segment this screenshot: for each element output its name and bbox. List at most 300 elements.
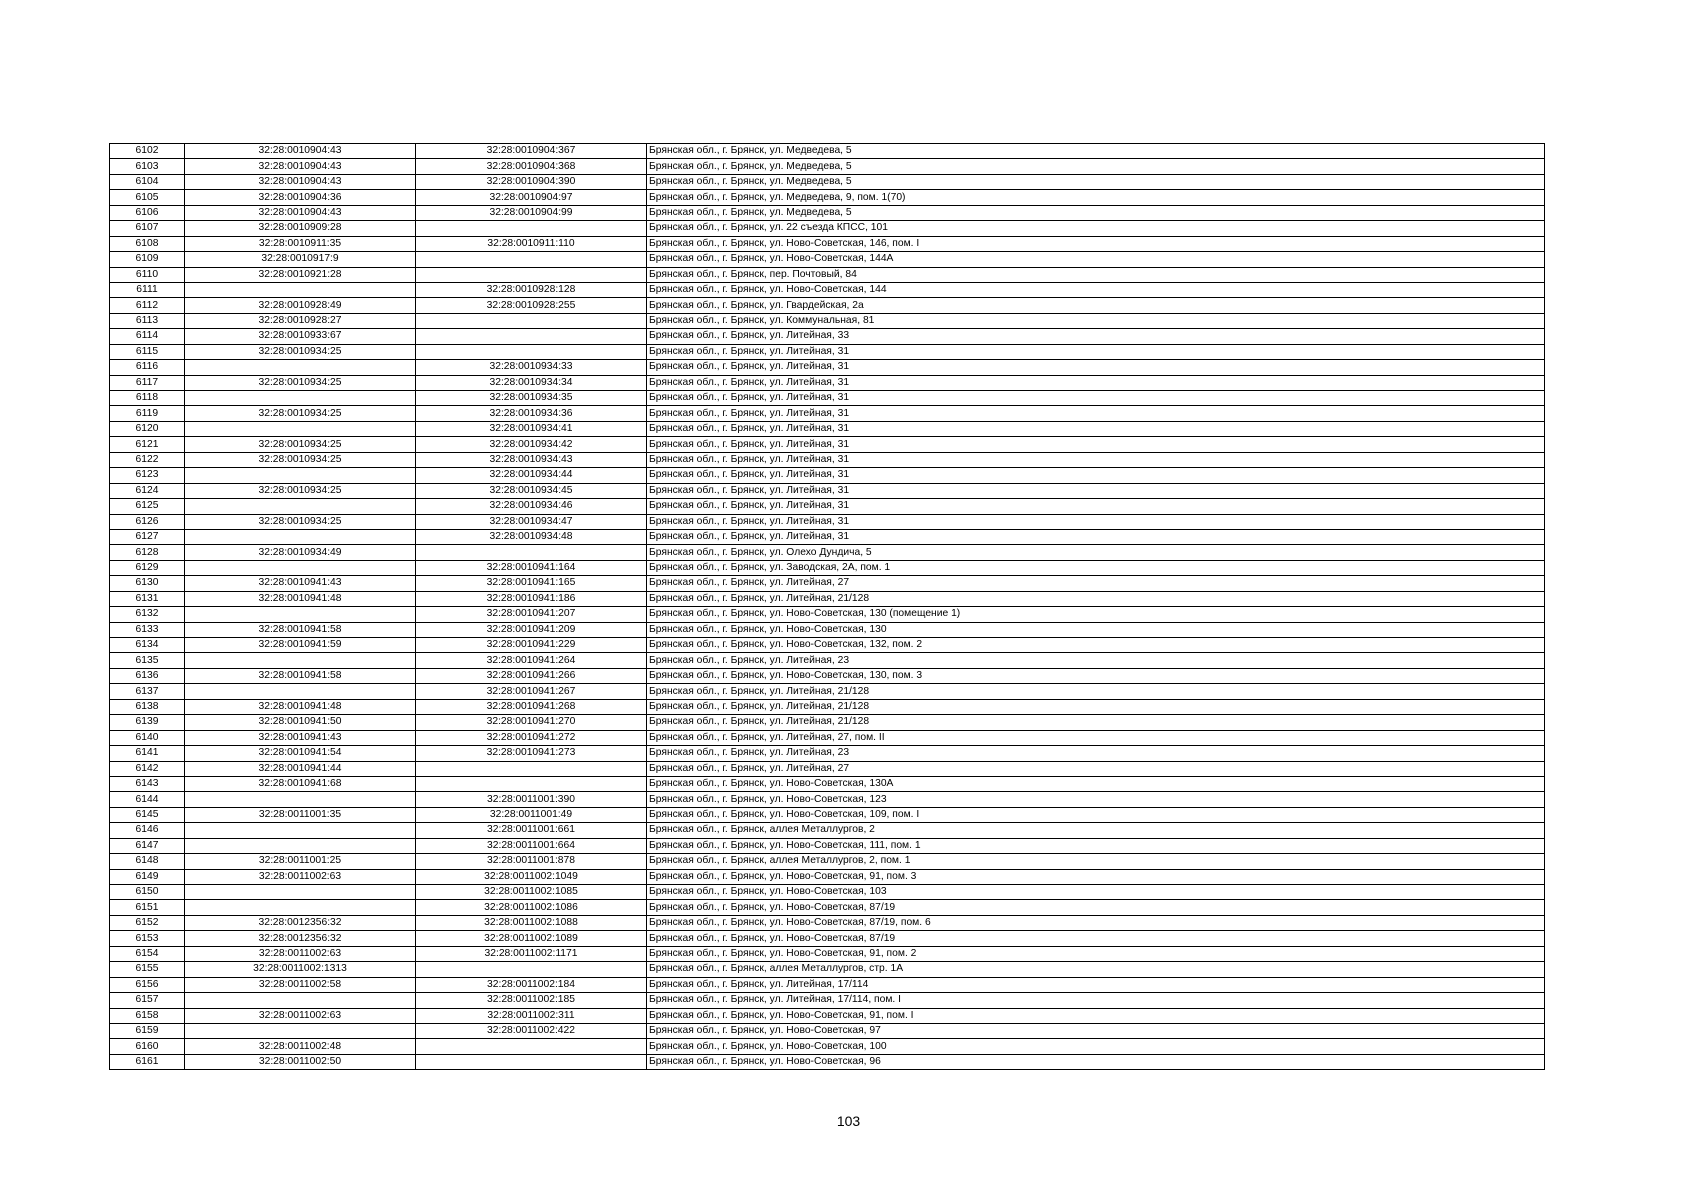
object-cadastral-cell: 32:28:0010934:42 [416,437,647,452]
parcel-cadastral-cell: 32:28:0010941:58 [185,622,416,637]
row-number-cell: 6151 [110,900,185,915]
object-cadastral-cell: 32:28:0011001:878 [416,854,647,869]
table-row [110,514,1545,529]
table-row [110,267,1545,282]
object-cadastral-cell: 32:28:0011002:1088 [416,915,647,930]
object-cadastral-cell: 32:28:0011001:49 [416,807,647,822]
address-cell: Брянская обл., г. Брянск, ул. Ново-Советская, 144А [647,252,1545,267]
parcel-cadastral-cell: 32:28:0010934:49 [185,545,416,560]
row-number-cell: 6103 [110,159,185,174]
address-cell: Брянская обл., г. Брянск, ул. Литейная, 31 [647,468,1545,483]
table-row [110,869,1545,884]
object-cadastral-cell [416,344,647,359]
object-cadastral-cell: 32:28:0010941:264 [416,653,647,668]
row-number-cell: 6152 [110,915,185,930]
object-cadastral-cell: 32:28:0010934:34 [416,375,647,390]
row-number-cell: 6161 [110,1054,185,1069]
row-number-cell: 6111 [110,282,185,297]
object-cadastral-cell: 32:28:0010941:229 [416,638,647,653]
parcel-cadastral-cell [185,391,416,406]
object-cadastral-cell: 32:28:0011001:390 [416,792,647,807]
table-row [110,607,1545,622]
object-cadastral-cell [416,252,647,267]
address-cell: Брянская обл., г. Брянск, ул. Литейная, 21/128 [647,591,1545,606]
row-number-cell: 6138 [110,699,185,714]
address-cell: Брянская обл., г. Брянск, ул. Заводская, 2А, пом. 1 [647,560,1545,575]
row-number-cell: 6156 [110,977,185,992]
table-row [110,144,1545,159]
row-number-cell: 6109 [110,252,185,267]
table-row [110,344,1545,359]
object-cadastral-cell: 32:28:0011002:1049 [416,869,647,884]
address-cell: Брянская обл., г. Брянск, ул. Литейная, 27 [647,576,1545,591]
row-number-cell: 6148 [110,854,185,869]
object-cadastral-cell: 32:28:0010928:128 [416,282,647,297]
row-number-cell: 6122 [110,452,185,467]
parcel-cadastral-cell: 32:28:0010904:43 [185,144,416,159]
address-cell: Брянская обл., г. Брянск, ул. Ново-Советская, 100 [647,1039,1545,1054]
table-row [110,807,1545,822]
table-row [110,622,1545,637]
parcel-cadastral-cell [185,1023,416,1038]
object-cadastral-cell: 32:28:0010941:272 [416,730,647,745]
table-row [110,977,1545,992]
address-cell: Брянская обл., г. Брянск, ул. Ново-Советская, 111, пом. 1 [647,838,1545,853]
object-cadastral-cell [416,313,647,328]
row-number-cell: 6114 [110,329,185,344]
address-cell: Брянская обл., г. Брянск, ул. Олехо Дундича, 5 [647,545,1545,560]
address-cell: Брянская обл., г. Брянск, ул. Ново-Советская, 91, пом. I [647,1008,1545,1023]
object-cadastral-cell: 32:28:0010934:35 [416,391,647,406]
row-number-cell: 6153 [110,931,185,946]
row-number-cell: 6129 [110,560,185,575]
parcel-cadastral-cell [185,360,416,375]
object-cadastral-cell: 32:28:0010904:368 [416,159,647,174]
table-row [110,545,1545,560]
parcel-cadastral-cell: 32:28:0010941:59 [185,638,416,653]
row-number-cell: 6133 [110,622,185,637]
table-row [110,298,1545,313]
object-cadastral-cell: 32:28:0010941:165 [416,576,647,591]
row-number-cell: 6139 [110,715,185,730]
address-cell: Брянская обл., г. Брянск, ул. Литейная, 31 [647,483,1545,498]
row-number-cell: 6135 [110,653,185,668]
address-cell: Брянская обл., г. Брянск, ул. Ново-Советская, 87/19, пом. 6 [647,915,1545,930]
table-row [110,329,1545,344]
row-number-cell: 6107 [110,221,185,236]
table-row [110,252,1545,267]
table-row [110,792,1545,807]
row-number-cell: 6150 [110,885,185,900]
table-row [110,190,1545,205]
parcel-cadastral-cell [185,499,416,514]
address-cell: Брянская обл., г. Брянск, ул. Медведева, 5 [647,159,1545,174]
object-cadastral-cell: 32:28:0010904:99 [416,205,647,220]
table-row [110,776,1545,791]
parcel-cadastral-cell [185,792,416,807]
object-cadastral-cell: 32:28:0010941:267 [416,684,647,699]
object-cadastral-cell: 32:28:0010934:48 [416,529,647,544]
table-row [110,915,1545,930]
row-number-cell: 6143 [110,776,185,791]
row-number-cell: 6134 [110,638,185,653]
address-cell: Брянская обл., г. Брянск, ул. Медведева, 5 [647,144,1545,159]
address-cell: Брянская обл., г. Брянск, ул. Медведева, 5 [647,174,1545,189]
address-cell: Брянская обл., г. Брянск, ул. Литейная, 21/128 [647,715,1545,730]
table-row [110,205,1545,220]
row-number-cell: 6121 [110,437,185,452]
parcel-cadastral-cell [185,900,416,915]
row-number-cell: 6141 [110,746,185,761]
object-cadastral-cell: 32:28:0010904:367 [416,144,647,159]
row-number-cell: 6123 [110,468,185,483]
object-cadastral-cell: 32:28:0010911:110 [416,236,647,251]
page-number: 103 [836,1113,861,1129]
row-number-cell: 6128 [110,545,185,560]
table-row [110,838,1545,853]
cadastral-table [109,143,1545,1070]
table-row [110,499,1545,514]
object-cadastral-cell: 32:28:0010941:273 [416,746,647,761]
object-cadastral-cell: 32:28:0011001:664 [416,838,647,853]
row-number-cell: 6131 [110,591,185,606]
object-cadastral-cell [416,545,647,560]
object-cadastral-cell: 32:28:0010941:207 [416,607,647,622]
object-cadastral-cell: 32:28:0010934:41 [416,421,647,436]
address-cell: Брянская обл., г. Брянск, ул. Ново-Советская, 103 [647,885,1545,900]
row-number-cell: 6124 [110,483,185,498]
address-cell: Брянская обл., г. Брянск, ул. Ново-Советская, 130 (помещение 1) [647,607,1545,622]
row-number-cell: 6112 [110,298,185,313]
row-number-cell: 6154 [110,946,185,961]
table-row [110,282,1545,297]
row-number-cell: 6132 [110,607,185,622]
parcel-cadastral-cell: 32:28:0012356:32 [185,915,416,930]
parcel-cadastral-cell: 32:28:0010909:28 [185,221,416,236]
row-number-cell: 6118 [110,391,185,406]
parcel-cadastral-cell: 32:28:0010928:49 [185,298,416,313]
object-cadastral-cell [416,267,647,282]
parcel-cadastral-cell: 32:28:0010904:43 [185,159,416,174]
row-number-cell: 6160 [110,1039,185,1054]
row-number-cell: 6142 [110,761,185,776]
address-cell: Брянская обл., г. Брянск, ул. Литейная, 27, пом. II [647,730,1545,745]
object-cadastral-cell: 32:28:0011001:661 [416,823,647,838]
object-cadastral-cell: 32:28:0010941:268 [416,699,647,714]
table-row [110,993,1545,1008]
object-cadastral-cell: 32:28:0010934:44 [416,468,647,483]
table-row [110,236,1545,251]
table-row [110,391,1545,406]
address-cell: Брянская обл., г. Брянск, ул. Литейная, 27 [647,761,1545,776]
parcel-cadastral-cell: 32:28:0010904:43 [185,174,416,189]
row-number-cell: 6119 [110,406,185,421]
address-cell: Брянская обл., г. Брянск, ул. Литейная, 33 [647,329,1545,344]
object-cadastral-cell [416,1039,647,1054]
address-cell: Брянская обл., г. Брянск, ул. Ново-Советская, 91, пом. 3 [647,869,1545,884]
address-cell: Брянская обл., г. Брянск, ул. Литейная, 31 [647,421,1545,436]
address-cell: Брянская обл., г. Брянск, ул. Ново-Советская, 91, пом. 2 [647,946,1545,961]
table-row [110,900,1545,915]
object-cadastral-cell [416,761,647,776]
object-cadastral-cell: 32:28:0011002:422 [416,1023,647,1038]
row-number-cell: 6147 [110,838,185,853]
table-row [110,1039,1545,1054]
object-cadastral-cell: 32:28:0010941:209 [416,622,647,637]
address-cell: Брянская обл., г. Брянск, аллея Металлургов, стр. 1А [647,962,1545,977]
table-row [110,1054,1545,1069]
object-cadastral-cell: 32:28:0010904:97 [416,190,647,205]
row-number-cell: 6144 [110,792,185,807]
table-row [110,159,1545,174]
object-cadastral-cell [416,1054,647,1069]
address-cell: Брянская обл., г. Брянск, ул. Литейная, 21/128 [647,699,1545,714]
address-cell: Брянская обл., г. Брянск, ул. Медведева, 5 [647,205,1545,220]
row-number-cell: 6145 [110,807,185,822]
table-row [110,421,1545,436]
address-cell: Брянская обл., г. Брянск, ул. Ново-Советская, 97 [647,1023,1545,1038]
parcel-cadastral-cell: 32:28:0010934:25 [185,452,416,467]
table-row [110,221,1545,236]
parcel-cadastral-cell: 32:28:0011001:25 [185,854,416,869]
object-cadastral-cell: 32:28:0010904:390 [416,174,647,189]
address-cell: Брянская обл., г. Брянск, ул. Ново-Советская, 87/19 [647,931,1545,946]
object-cadastral-cell: 32:28:0011002:311 [416,1008,647,1023]
row-number-cell: 6106 [110,205,185,220]
row-number-cell: 6157 [110,993,185,1008]
object-cadastral-cell: 32:28:0010934:36 [416,406,647,421]
object-cadastral-cell: 32:28:0010934:45 [416,483,647,498]
row-number-cell: 6137 [110,684,185,699]
parcel-cadastral-cell: 32:28:0011002:1313 [185,962,416,977]
parcel-cadastral-cell: 32:28:0010941:48 [185,591,416,606]
row-number-cell: 6115 [110,344,185,359]
object-cadastral-cell: 32:28:0010941:164 [416,560,647,575]
address-cell: Брянская обл., г. Брянск, ул. Медведева, 9, пом. 1(70) [647,190,1545,205]
address-cell: Брянская обл., г. Брянск, ул. Литейная, 17/114 [647,977,1545,992]
table-row [110,730,1545,745]
object-cadastral-cell: 32:28:0010934:43 [416,452,647,467]
address-cell: Брянская обл., г. Брянск, ул. 22 съезда КПСС, 101 [647,221,1545,236]
parcel-cadastral-cell [185,885,416,900]
object-cadastral-cell: 32:28:0011002:1089 [416,931,647,946]
parcel-cadastral-cell: 32:28:0010904:43 [185,205,416,220]
row-number-cell: 6116 [110,360,185,375]
address-cell: Брянская обл., г. Брянск, ул. Коммунальная, 81 [647,313,1545,328]
table-row [110,684,1545,699]
table-row [110,483,1545,498]
row-number-cell: 6127 [110,529,185,544]
address-cell: Брянская обл., г. Брянск, ул. Литейная, 31 [647,375,1545,390]
row-number-cell: 6159 [110,1023,185,1038]
table-row [110,854,1545,869]
table-row [110,529,1545,544]
parcel-cadastral-cell: 32:28:0011002:48 [185,1039,416,1054]
parcel-cadastral-cell: 32:28:0010941:50 [185,715,416,730]
parcel-cadastral-cell: 32:28:0010934:25 [185,344,416,359]
table-row [110,375,1545,390]
object-cadastral-cell: 32:28:0010941:186 [416,591,647,606]
address-cell: Брянская обл., г. Брянск, ул. Литейная, 17/114, пом. I [647,993,1545,1008]
table-row [110,406,1545,421]
address-cell: Брянская обл., г. Брянск, ул. Ново-Советская, 132, пом. 2 [647,638,1545,653]
row-number-cell: 6158 [110,1008,185,1023]
object-cadastral-cell [416,329,647,344]
object-cadastral-cell: 32:28:0010934:33 [416,360,647,375]
table-body [110,144,1545,1070]
row-number-cell: 6130 [110,576,185,591]
row-number-cell: 6104 [110,174,185,189]
row-number-cell: 6110 [110,267,185,282]
table-row [110,761,1545,776]
table-row [110,452,1545,467]
parcel-cadastral-cell: 32:28:0012356:32 [185,931,416,946]
parcel-cadastral-cell [185,684,416,699]
object-cadastral-cell [416,776,647,791]
row-number-cell: 6126 [110,514,185,529]
parcel-cadastral-cell: 32:28:0010941:68 [185,776,416,791]
table-row [110,946,1545,961]
parcel-cadastral-cell: 32:28:0010941:58 [185,668,416,683]
address-cell: Брянская обл., г. Брянск, ул. Литейная, 31 [647,391,1545,406]
object-cadastral-cell: 32:28:0010928:255 [416,298,647,313]
table-row [110,174,1545,189]
address-cell: Брянская обл., г. Брянск, ул. Ново-Советская, 87/19 [647,900,1545,915]
parcel-cadastral-cell: 32:28:0010934:25 [185,437,416,452]
parcel-cadastral-cell: 32:28:0011001:35 [185,807,416,822]
parcel-cadastral-cell: 32:28:0010911:35 [185,236,416,251]
address-cell: Брянская обл., г. Брянск, ул. Литейная, 31 [647,499,1545,514]
table-row [110,653,1545,668]
row-number-cell: 6105 [110,190,185,205]
table-row [110,823,1545,838]
table-row [110,715,1545,730]
object-cadastral-cell: 32:28:0010941:266 [416,668,647,683]
parcel-cadastral-cell: 32:28:0011002:58 [185,977,416,992]
parcel-cadastral-cell: 32:28:0011002:63 [185,1008,416,1023]
parcel-cadastral-cell: 32:28:0010921:28 [185,267,416,282]
table-row [110,668,1545,683]
object-cadastral-cell [416,962,647,977]
table-row [110,931,1545,946]
parcel-cadastral-cell: 32:28:0010917:9 [185,252,416,267]
address-cell: Брянская обл., г. Брянск, ул. Гвардейская, 2а [647,298,1545,313]
address-cell: Брянская обл., г. Брянск, ул. Литейная, 31 [647,514,1545,529]
parcel-cadastral-cell: 32:28:0010934:25 [185,483,416,498]
object-cadastral-cell: 32:28:0011002:1085 [416,885,647,900]
table-row [110,560,1545,575]
parcel-cadastral-cell: 32:28:0010941:43 [185,576,416,591]
parcel-cadastral-cell: 32:28:0010933:67 [185,329,416,344]
parcel-cadastral-cell: 32:28:0011002:50 [185,1054,416,1069]
row-number-cell: 6155 [110,962,185,977]
table-row [110,962,1545,977]
table-row [110,576,1545,591]
parcel-cadastral-cell: 32:28:0010941:44 [185,761,416,776]
parcel-cadastral-cell [185,823,416,838]
parcel-cadastral-cell: 32:28:0011002:63 [185,869,416,884]
parcel-cadastral-cell [185,653,416,668]
table-row [110,746,1545,761]
object-cadastral-cell: 32:28:0011002:1171 [416,946,647,961]
row-number-cell: 6120 [110,421,185,436]
row-number-cell: 6149 [110,869,185,884]
parcel-cadastral-cell [185,993,416,1008]
row-number-cell: 6146 [110,823,185,838]
parcel-cadastral-cell: 32:28:0010934:25 [185,406,416,421]
table-row [110,1008,1545,1023]
table-row [110,699,1545,714]
parcel-cadastral-cell: 32:28:0010941:48 [185,699,416,714]
parcel-cadastral-cell [185,282,416,297]
parcel-cadastral-cell: 32:28:0011002:63 [185,946,416,961]
address-cell: Брянская обл., г. Брянск, ул. Ново-Советская, 109, пом. I [647,807,1545,822]
table-row [110,638,1545,653]
table-row [110,885,1545,900]
row-number-cell: 6113 [110,313,185,328]
parcel-cadastral-cell [185,468,416,483]
address-cell: Брянская обл., г. Брянск, пер. Почтовый, 84 [647,267,1545,282]
row-number-cell: 6108 [110,236,185,251]
address-cell: Брянская обл., г. Брянск, ул. Литейная, 31 [647,529,1545,544]
parcel-cadastral-cell [185,838,416,853]
row-number-cell: 6102 [110,144,185,159]
parcel-cadastral-cell [185,421,416,436]
object-cadastral-cell: 32:28:0010934:46 [416,499,647,514]
object-cadastral-cell: 32:28:0010941:270 [416,715,647,730]
address-cell: Брянская обл., г. Брянск, ул. Ново-Советская, 130, пом. 3 [647,668,1545,683]
parcel-cadastral-cell: 32:28:0010928:27 [185,313,416,328]
parcel-cadastral-cell: 32:28:0010934:25 [185,514,416,529]
address-cell: Брянская обл., г. Брянск, аллея Металлургов, 2 [647,823,1545,838]
parcel-cadastral-cell: 32:28:0010934:25 [185,375,416,390]
table-row [110,360,1545,375]
parcel-cadastral-cell [185,607,416,622]
row-number-cell: 6136 [110,668,185,683]
object-cadastral-cell [416,221,647,236]
table-row [110,437,1545,452]
address-cell: Брянская обл., г. Брянск, ул. Ново-Советская, 130 [647,622,1545,637]
table-row [110,468,1545,483]
object-cadastral-cell: 32:28:0011002:184 [416,977,647,992]
address-cell: Брянская обл., г. Брянск, аллея Металлургов, 2, пом. 1 [647,854,1545,869]
object-cadastral-cell: 32:28:0011002:1086 [416,900,647,915]
address-cell: Брянская обл., г. Брянск, ул. Ново-Советская, 130А [647,776,1545,791]
address-cell: Брянская обл., г. Брянск, ул. Литейная, 23 [647,653,1545,668]
address-cell: Брянская обл., г. Брянск, ул. Ново-Советская, 146, пом. I [647,236,1545,251]
parcel-cadastral-cell [185,529,416,544]
address-cell: Брянская обл., г. Брянск, ул. Ново-Советская, 123 [647,792,1545,807]
address-cell: Брянская обл., г. Брянск, ул. Ново-Советская, 144 [647,282,1545,297]
address-cell: Брянская обл., г. Брянск, ул. Литейная, 21/128 [647,684,1545,699]
table-row [110,1023,1545,1038]
object-cadastral-cell: 32:28:0011002:185 [416,993,647,1008]
table-row [110,313,1545,328]
address-cell: Брянская обл., г. Брянск, ул. Литейная, 31 [647,406,1545,421]
parcel-cadastral-cell: 32:28:0010904:36 [185,190,416,205]
address-cell: Брянская обл., г. Брянск, ул. Литейная, 31 [647,437,1545,452]
address-cell: Брянская обл., г. Брянск, ул. Литейная, 31 [647,452,1545,467]
parcel-cadastral-cell: 32:28:0010941:43 [185,730,416,745]
object-cadastral-cell: 32:28:0010934:47 [416,514,647,529]
address-cell: Брянская обл., г. Брянск, ул. Ново-Советская, 96 [647,1054,1545,1069]
address-cell: Брянская обл., г. Брянск, ул. Литейная, 31 [647,344,1545,359]
row-number-cell: 6140 [110,730,185,745]
row-number-cell: 6125 [110,499,185,514]
address-cell: Брянская обл., г. Брянск, ул. Литейная, 23 [647,746,1545,761]
address-cell: Брянская обл., г. Брянск, ул. Литейная, 31 [647,360,1545,375]
parcel-cadastral-cell: 32:28:0010941:54 [185,746,416,761]
